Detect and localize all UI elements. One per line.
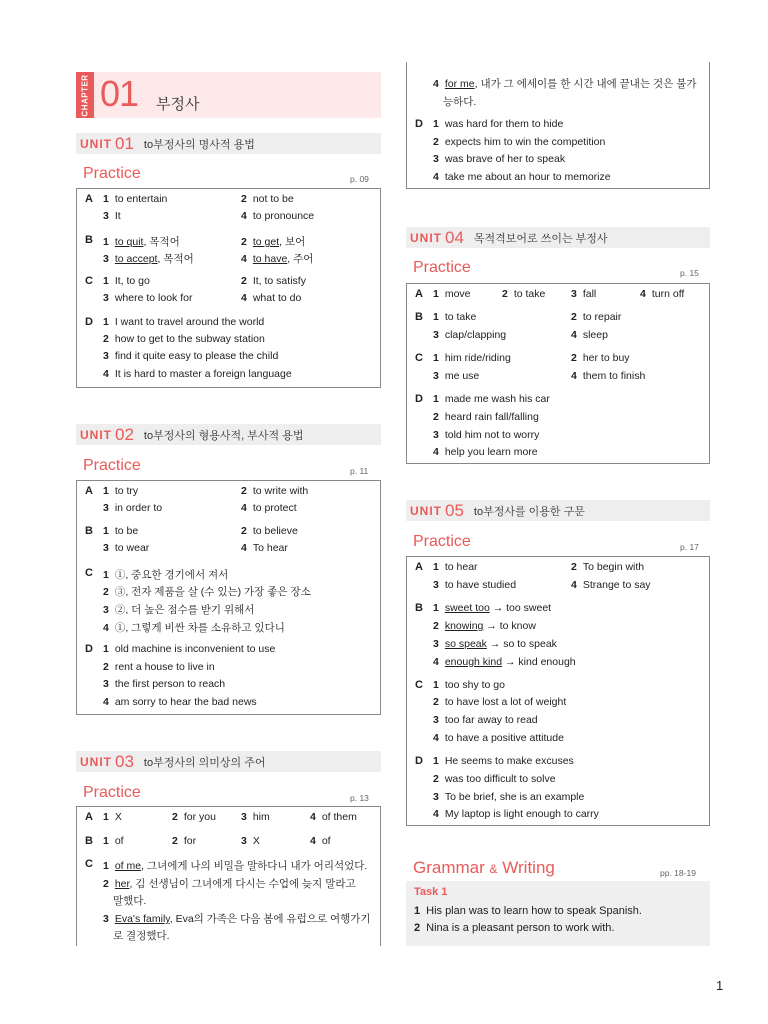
answer-line: 1 was hard for them to hide [433, 118, 564, 130]
group-label: C [415, 679, 423, 691]
answer-box-unit-01 [76, 188, 381, 388]
answer-line: 3 ②, 더 높은 점수를 받기 위해서 [103, 604, 255, 616]
answer-line: 2 rent a house to live in [103, 661, 215, 673]
answer-line: 3 find it quite easy to please the child [103, 350, 279, 362]
answer-line: 4 ①, 그렇게 비싼 차를 소유하고 있다니 [103, 622, 285, 634]
unit-word: UNIT [80, 427, 112, 442]
group-label: A [85, 193, 93, 205]
unit-number: 02 [115, 424, 134, 444]
answer-line: 2 to believe [241, 525, 298, 537]
answer-line: 4 to pronounce [241, 210, 315, 222]
answer-line: 3 It [103, 210, 121, 222]
answer-line: 1 to hear [433, 561, 478, 573]
answer-line: 1 X [103, 811, 122, 823]
unit-number: 01 [115, 133, 134, 153]
answer-line: 2 knowing → to know [433, 620, 536, 632]
answer-line: 3 too far away to read [433, 714, 538, 726]
practice-heading: Practice [413, 259, 471, 276]
page-reference: p. 11 [350, 466, 369, 476]
answer-line: 3 where to look for [103, 292, 193, 304]
answer-line: 2 for [172, 835, 197, 847]
chapter-number: 01 [100, 73, 139, 114]
task-box [406, 881, 710, 946]
answer-line: 1 too shy to go [433, 679, 505, 691]
answer-line: 2 ③, 전자 제품을 살 (수 있는) 가장 좋은 장소 [103, 586, 311, 598]
group-label: C [85, 567, 93, 579]
answer-line: 4 of [310, 835, 331, 847]
answer-line: 3 X [241, 835, 260, 847]
answer-line: 2 her, 김 선생님이 그녀에게 다시는 수업에 늦지 말라고 [103, 878, 356, 890]
answer-line: 3 so speak → so to speak [433, 638, 557, 650]
answer-line: 4 for me, 내가 그 에세이를 한 시간 내에 끝내는 것은 불가 [433, 78, 697, 90]
answer-line: 4 of them [310, 811, 357, 823]
unit-number: 03 [115, 751, 134, 771]
answer-line: 4 My laptop is light enough to carry [433, 808, 599, 820]
unit-word: UNIT [410, 503, 442, 518]
answer-line: 4 to protect [241, 502, 297, 514]
answer-line: 3 to have studied [433, 579, 517, 591]
group-label: A [415, 288, 423, 300]
answer-line: 2 To begin with [571, 561, 645, 573]
answer-line: 1 He seems to make excuses [433, 755, 574, 767]
answer-line: 4 take me about an hour to memorize [433, 171, 611, 183]
answer-line: 2 her to buy [571, 352, 630, 364]
answer-box-unit-04 [406, 283, 710, 464]
arrow-icon: → [492, 602, 504, 614]
answer-line: 4 Strange to say [571, 579, 651, 591]
answer-line: 1 him ride/riding [433, 352, 511, 364]
unit-04-header [406, 227, 710, 248]
answer-line: 2 heard rain fall/falling [433, 411, 539, 423]
unit-word: UNIT [80, 136, 112, 151]
group-label: D [85, 316, 93, 328]
page-reference: p. 17 [680, 542, 699, 552]
page-reference: pp. 18-19 [660, 868, 696, 878]
answer-line: 3 the first person to reach [103, 678, 226, 690]
unit-title: 목적격보어로 쓰이는 부정사 [473, 232, 608, 245]
answer-line: 4 sleep [571, 329, 608, 341]
answer-line: 4 It is hard to master a foreign language [103, 368, 292, 380]
answer-line: 1 I want to travel around the world [103, 316, 265, 328]
group-label: B [85, 835, 93, 847]
group-label: A [85, 485, 93, 497]
unit-number: 05 [445, 500, 464, 520]
practice-heading: Practice [83, 457, 141, 474]
unit-word: UNIT [80, 754, 112, 769]
answer-line: 1 of [103, 835, 124, 847]
task-line: 2 Nina is a pleasant person to work with. [414, 922, 615, 934]
unit-title: to부정사의 형용사적, 부사적 용법 [143, 429, 304, 442]
unit-05-header [406, 500, 710, 521]
answer-box-unit-03-cont [406, 62, 710, 189]
practice-heading: Practice [83, 165, 141, 182]
answer-box-unit-03 [76, 806, 381, 946]
answer-line: 3 Eva's family, Eva의 가족은 다음 봄에 유럽으로 여행가기 [103, 913, 371, 925]
answer-line: 2 not to be [241, 193, 294, 205]
answer-line: 2 to repair [571, 311, 622, 323]
group-label: B [85, 234, 93, 246]
answer-line: 2 for you [172, 811, 216, 823]
answer-line: 2 to get, 보어 [241, 236, 306, 248]
answer-line: 2 It, to satisfy [241, 275, 306, 287]
answer-line: 3 to accept, 목적어 [103, 253, 194, 265]
group-label: D [415, 393, 423, 405]
answer-line: 1 of me, 그녀에게 나의 비밀을 말하다니 내가 어리석었다. [103, 860, 368, 872]
unit-title: to부정사를 이용한 구문 [473, 505, 585, 518]
task-line: 1 His plan was to learn how to speak Spanish. [414, 905, 642, 917]
group-label: B [415, 602, 423, 614]
answer-line: 4 what to do [241, 292, 302, 304]
unit-02-header [76, 424, 381, 445]
answer-line: 2 to have lost a lot of weight [433, 696, 567, 708]
answer-line: 4 them to finish [571, 370, 646, 382]
chapter-tag: CHAPTER [76, 72, 94, 118]
answer-line: 1 made me wash his car [433, 393, 550, 405]
answer-line: 3 fall [571, 288, 597, 300]
unit-01-header [76, 133, 381, 154]
answer-box-unit-02 [76, 480, 381, 715]
group-label: B [415, 311, 423, 323]
arrow-icon: → [486, 620, 497, 632]
practice-heading: Practice [413, 533, 471, 550]
answer-line: 3 clap/clapping [433, 329, 507, 341]
answer-line: 1 to try [103, 485, 139, 497]
arrow-icon: → [504, 656, 516, 668]
answer-line-cont: 말했다. [113, 895, 147, 907]
group-label: D [415, 118, 423, 130]
answer-line: 3 was brave of her to speak [433, 153, 566, 165]
page-reference: p. 15 [680, 268, 699, 278]
answer-line: 4 To hear [241, 542, 288, 554]
task-label: Task 1 [414, 886, 448, 898]
answer-line: 2 to write with [241, 485, 309, 497]
page-reference: p. 09 [350, 174, 369, 184]
unit-word: UNIT [410, 230, 442, 245]
group-label: D [415, 755, 423, 767]
answer-line: 1 ①, 중요한 경기에서 져서 [103, 569, 229, 581]
answer-line: 2 how to get to the subway station [103, 333, 265, 345]
answer-line: 1 move [433, 288, 471, 300]
answer-line: 4 am sorry to hear the bad news [103, 696, 257, 708]
group-label: C [85, 275, 93, 287]
answer-line: 1 It, to go [103, 275, 150, 287]
group-label: A [415, 561, 423, 573]
page-number: 1 [716, 978, 724, 993]
answer-line: 3 in order to [103, 502, 163, 514]
unit-number: 04 [445, 227, 464, 247]
answer-line: 4 enough kind → kind enough [433, 656, 576, 668]
unit-03-header [76, 751, 381, 772]
answer-box-unit-05 [406, 556, 710, 826]
group-label: B [85, 525, 93, 537]
answer-line-cont: 로 결정했다. [113, 930, 170, 942]
answer-line-cont: 능하다. [443, 96, 477, 108]
answer-line: 2 was too difficult to solve [433, 773, 556, 785]
group-label: D [85, 643, 93, 655]
answer-line: 1 to quit, 목적어 [103, 236, 180, 248]
answer-line: 1 sweet too → too sweet [433, 602, 552, 614]
arrow-icon: → [489, 638, 501, 650]
answer-line: 3 me use [433, 370, 480, 382]
answer-line: 4 turn off [640, 288, 685, 300]
chapter-title: 부정사 [156, 96, 200, 113]
unit-title: to부정사의 명사적 용법 [143, 138, 255, 151]
grammar-writing-heading: Grammar & Writing [413, 858, 555, 877]
answer-line: 3 to wear [103, 542, 150, 554]
answer-line: 1 old machine is inconvenient to use [103, 643, 276, 655]
answer-line: 3 him [241, 811, 270, 823]
answer-line: 3 To be brief, she is an example [433, 791, 585, 803]
answer-line: 4 to have, 주어 [241, 253, 314, 265]
answer-line: 3 told him not to worry [433, 429, 540, 441]
answer-line: 1 to entertain [103, 193, 168, 205]
unit-title: to부정사의 의미상의 주어 [143, 756, 266, 769]
answer-line: 1 to take [433, 311, 477, 323]
answer-line: 2 expects him to win the competition [433, 136, 606, 148]
group-label: C [85, 858, 93, 870]
group-label: A [85, 811, 93, 823]
answer-line: 2 to take [502, 288, 546, 300]
answer-line: 1 to be [103, 525, 139, 537]
group-label: C [415, 352, 423, 364]
answer-line: 4 to have a positive attitude [433, 732, 564, 744]
answer-line: 4 help you learn more [433, 446, 538, 458]
page-reference: p. 13 [350, 793, 369, 803]
practice-heading: Practice [83, 784, 141, 801]
